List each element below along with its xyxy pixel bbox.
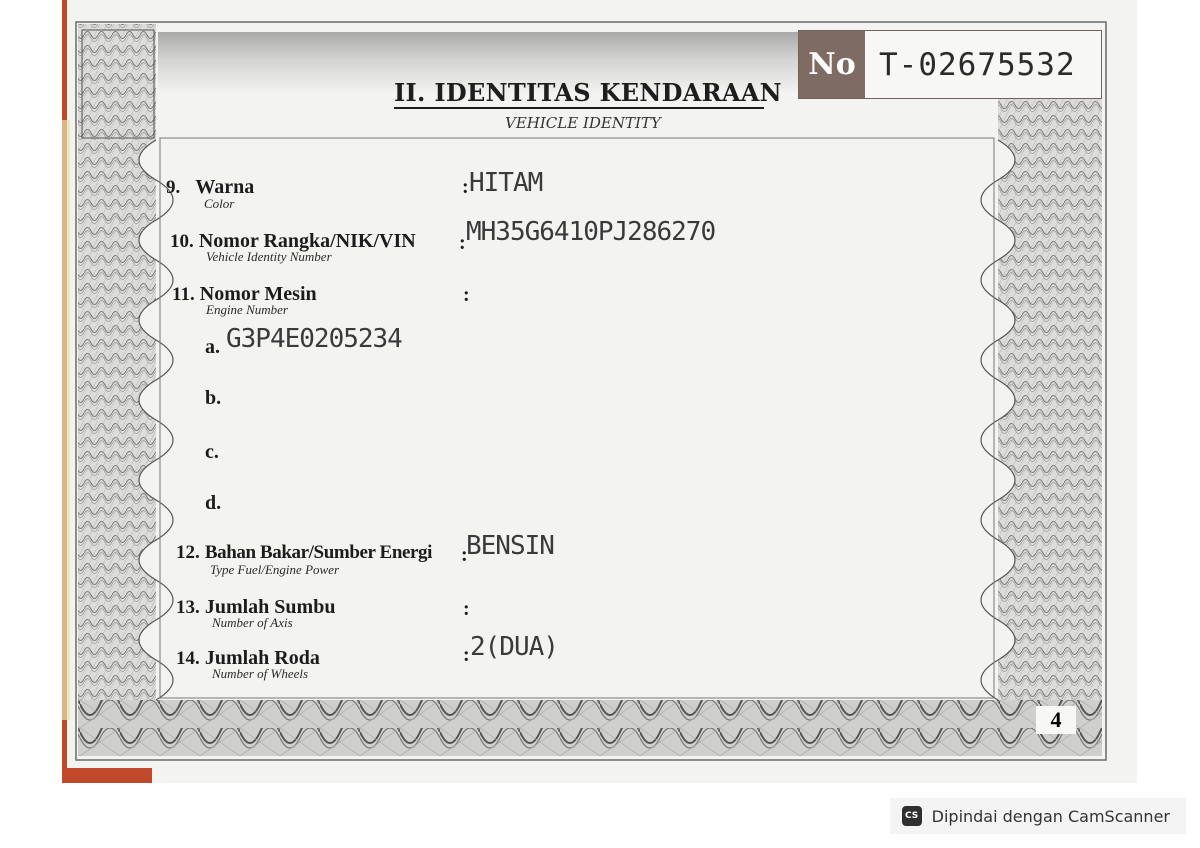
field-fuel xyxy=(176,542,433,577)
camscanner-watermark xyxy=(890,798,1186,834)
colon: : xyxy=(462,176,469,198)
engine-item-letter: a. xyxy=(205,336,220,358)
field-number: 10. xyxy=(170,231,194,252)
field-label-en: Number of Axis xyxy=(212,615,293,630)
camscanner-logo-icon: CS xyxy=(902,806,922,826)
field-number: 12. xyxy=(176,542,200,563)
field-label-en: Engine Number xyxy=(206,302,288,317)
serial-value: T-02675532 xyxy=(865,31,1101,98)
wheels-value: 2(DUA) xyxy=(470,632,558,662)
field-label-en: Type Fuel/Engine Power xyxy=(210,562,340,577)
field-number: 13. xyxy=(176,597,200,618)
color-value: HITAM xyxy=(469,168,543,198)
field-axis xyxy=(176,596,336,630)
field-wheels xyxy=(176,647,320,681)
field-engine xyxy=(172,283,317,317)
engine-item-letter: c. xyxy=(205,441,219,463)
engine-item-value: G3P4E0205234 xyxy=(226,324,402,354)
section-title: II. IDENTITAS KENDARAAN xyxy=(394,78,782,107)
watermark-text: Dipindai dengan CamScanner xyxy=(931,806,1170,826)
field-number: 9. xyxy=(166,177,181,198)
field-label-en: Vehicle Identity Number xyxy=(206,249,332,264)
engine-item-letter: d. xyxy=(205,492,222,514)
field-label-en: Number of Wheels xyxy=(212,666,309,681)
engine-item-letter: b. xyxy=(205,387,222,409)
field-label: Jumlah Sumbu xyxy=(204,596,336,618)
field-color xyxy=(166,176,255,211)
section-subtitle: VEHICLE IDENTITY xyxy=(505,114,661,132)
field-label-en: Color xyxy=(204,196,235,211)
colon: : xyxy=(463,644,470,666)
colon: : xyxy=(459,232,466,254)
serial-number-box xyxy=(798,30,1102,99)
field-label: Warna xyxy=(195,176,255,198)
colon: : xyxy=(463,598,470,620)
colon: : xyxy=(463,284,470,306)
field-label: Bahan Bakar/Sumber Energi xyxy=(204,542,433,563)
field-label: Nomor Rangka/NIK/VIN xyxy=(198,230,416,252)
field-number: 14. xyxy=(176,648,200,669)
colon: : xyxy=(461,544,468,566)
fuel-value: BENSIN xyxy=(466,531,554,561)
field-label: Nomor Mesin xyxy=(199,283,317,305)
field-vin xyxy=(170,230,416,264)
field-number: 11. xyxy=(172,284,195,305)
page-number: 4 xyxy=(1036,706,1076,734)
serial-label: No xyxy=(799,31,865,98)
field-label: Jumlah Roda xyxy=(204,647,320,669)
vin-value: MH35G6410PJ286270 xyxy=(466,217,716,247)
